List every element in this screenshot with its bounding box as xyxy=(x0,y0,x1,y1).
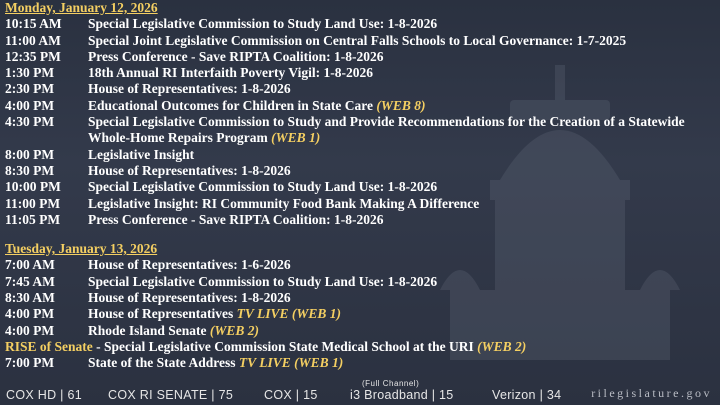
channel-cox: COX | 15 xyxy=(264,388,318,402)
schedule-row xyxy=(5,257,717,273)
row-title xyxy=(88,290,717,306)
web-channel-tag: TV LIVE (WEB 1) xyxy=(236,306,342,322)
schedule-row xyxy=(5,274,717,290)
row-time: 7:45 AM xyxy=(5,273,55,289)
row-title-text: Legislative Insight xyxy=(88,146,195,162)
row-title-text: Press Conference - Save RIPTA Coalition: 1-8-2026 xyxy=(88,48,384,64)
channel-i3-broadband: i3 Broadband | 15 xyxy=(350,388,454,402)
channel-cox-ri-senate: COX RI SENATE | 75 xyxy=(108,388,234,402)
row-title xyxy=(88,355,717,371)
channel-cox-hd: COX HD | 61 xyxy=(6,388,83,402)
row-title xyxy=(88,274,717,290)
row-title-text: Rhode Island Senate xyxy=(88,322,210,338)
row-title xyxy=(88,163,717,179)
site-url: rilegislature.gov xyxy=(591,386,712,400)
web-channel-tag: (WEB 1) xyxy=(271,130,321,146)
row-title xyxy=(88,257,717,273)
schedule-row xyxy=(5,323,717,339)
schedule-row xyxy=(5,81,717,97)
row-title-text: House of Representatives: 1-8-2026 xyxy=(88,290,291,306)
row-title xyxy=(88,306,717,322)
row-title xyxy=(88,81,717,97)
row-time: 7:00 AM xyxy=(5,257,55,273)
schedule-row xyxy=(5,16,717,32)
channel-footer xyxy=(0,375,720,405)
row-title-text: 18th Annual RI Interfaith Poverty Vigil: 1-8-2026 xyxy=(88,65,373,81)
schedule-row xyxy=(5,49,717,65)
row-title-text: - Special Legislative Commission State Medical School at the URI xyxy=(92,338,478,354)
web-channel-tag: (WEB 8) xyxy=(376,97,426,113)
schedule-row xyxy=(5,163,717,179)
row-title xyxy=(5,339,717,355)
row-title-text: House of Representatives: 1-8-2026 xyxy=(88,162,291,178)
schedule-row xyxy=(5,179,717,195)
row-time: 11:00 PM xyxy=(5,195,61,211)
row-title xyxy=(88,49,717,65)
row-time: 7:00 PM xyxy=(5,355,55,371)
schedule-row xyxy=(5,355,717,371)
row-time: 11:05 PM xyxy=(5,211,61,227)
schedule-row xyxy=(5,33,717,49)
row-title xyxy=(88,212,717,228)
row-title xyxy=(88,65,717,81)
row-time: 10:00 PM xyxy=(5,179,61,195)
row-title-text: Educational Outcomes for Children in State Care xyxy=(88,97,377,113)
channel-verizon: Verizon | 34 xyxy=(492,388,562,402)
row-title-text: House of Representatives: 1-8-2026 xyxy=(88,81,291,97)
row-time: 12:35 PM xyxy=(5,48,61,64)
row-title xyxy=(88,196,717,212)
web-channel-tag: (WEB 2) xyxy=(477,338,527,354)
row-time: 4:00 PM xyxy=(5,306,55,322)
full-channel-note: (Full Channel) xyxy=(362,379,420,388)
row-title xyxy=(88,323,717,339)
row-title xyxy=(88,33,717,49)
row-time: 8:30 PM xyxy=(5,162,55,178)
row-time: 11:00 AM xyxy=(5,32,61,48)
row-time: 4:00 PM xyxy=(5,322,55,338)
schedule-row xyxy=(5,147,717,163)
row-title-text: Special Legislative Commission to Study and Provide Recommendations for the Creation of a Statewide Whole-Home Repairs Program xyxy=(88,114,685,146)
row-title-text: House of Representatives: 1-6-2026 xyxy=(88,257,291,273)
row-title xyxy=(88,98,717,114)
schedule-row xyxy=(5,114,717,147)
row-time: 2:30 PM xyxy=(5,81,55,97)
rise-label: RISE of Senate xyxy=(5,338,93,354)
row-title xyxy=(88,16,717,32)
row-time: 4:00 PM xyxy=(5,97,55,113)
day-header-monday: Monday, January 12, 2026 xyxy=(5,0,158,15)
row-title-text: Legislative Insight: RI Community Food Bank Making A Difference xyxy=(88,195,480,211)
row-time: 8:30 AM xyxy=(5,290,55,306)
row-time: 8:00 PM xyxy=(5,146,55,162)
row-title-text: Special Legislative Commission to Study Land Use: 1-8-2026 xyxy=(88,273,438,289)
row-title xyxy=(88,114,717,147)
row-title-text: State of the State Address xyxy=(88,355,239,371)
row-title-text: Special Legislative Commission to Study Land Use: 1-8-2026 xyxy=(88,16,438,32)
schedule-row xyxy=(5,212,717,228)
schedule-row xyxy=(5,65,717,81)
schedule-row xyxy=(5,98,717,114)
schedule-row xyxy=(5,306,717,322)
row-title-text: Special Joint Legislative Commission on Central Falls Schools to Local Governance: 1-7-2025 xyxy=(88,32,627,48)
row-time: 1:30 PM xyxy=(5,65,55,81)
row-time: 10:15 AM xyxy=(5,16,62,32)
web-channel-tag: (WEB 2) xyxy=(209,322,260,338)
rise-of-senate-row xyxy=(5,339,717,355)
row-title-text: House of Representatives xyxy=(88,306,237,322)
web-channel-tag: TV LIVE (WEB 1) xyxy=(238,355,344,371)
schedule-row xyxy=(5,196,717,212)
schedule xyxy=(5,0,717,372)
row-title xyxy=(88,179,717,195)
day-header-tuesday: Tuesday, January 13, 2026 xyxy=(5,241,158,257)
row-title-text: Press Conference - Save RIPTA Coalition: 1-8-2026 xyxy=(88,211,384,227)
row-title xyxy=(88,147,717,163)
day-spacer xyxy=(5,228,717,241)
row-time: 4:30 PM xyxy=(5,114,55,130)
schedule-row xyxy=(5,290,717,306)
row-title-text: Special Legislative Commission to Study Land Use: 1-8-2026 xyxy=(88,179,438,195)
